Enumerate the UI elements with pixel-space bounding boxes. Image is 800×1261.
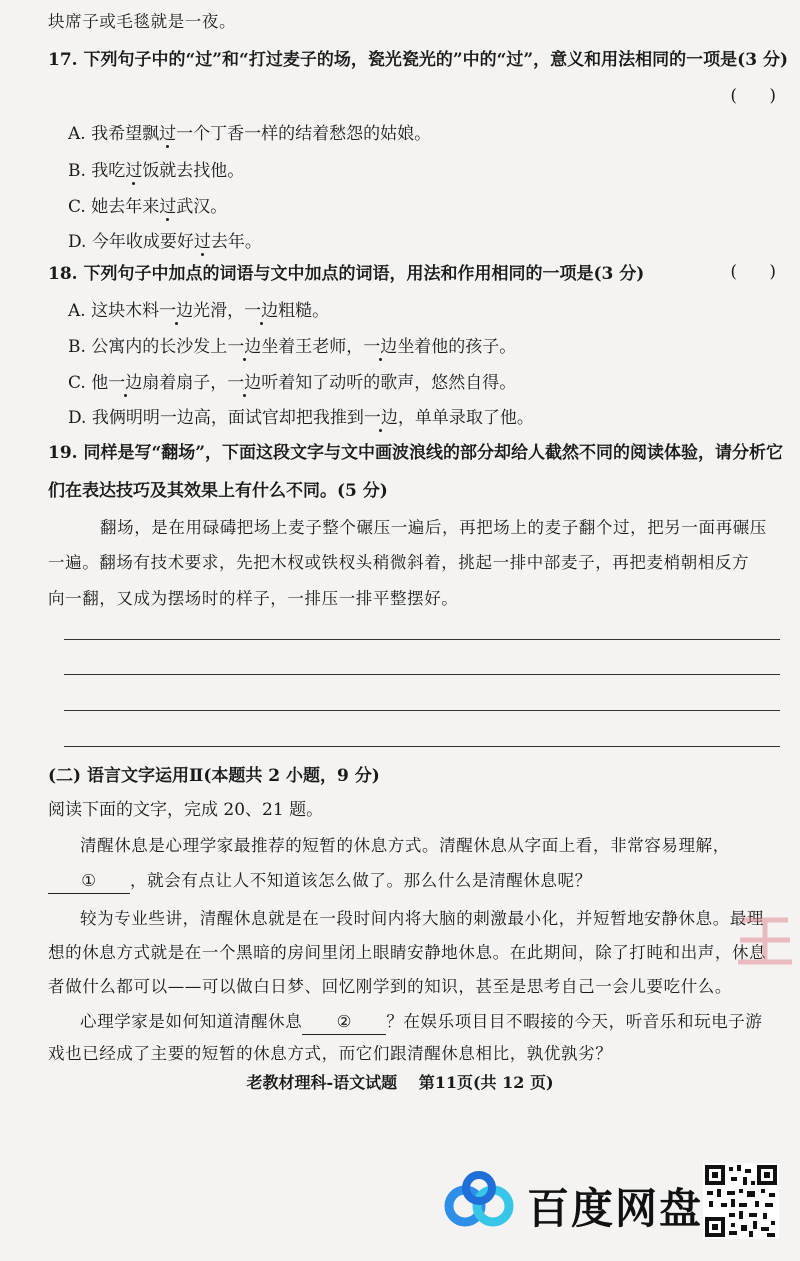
- section2-p2-line2: 想的休息方式就是在一个黑暗的房间里闭上眼睛安静地休息。在此期间，除了打盹和出声，休息: [48, 943, 767, 962]
- option-text: 坐着王老师，: [261, 337, 364, 357]
- answer-line-4[interactable]: [64, 746, 780, 747]
- dotted-word: 一边: [227, 373, 262, 393]
- option-text: D. 今年收成要好: [68, 232, 194, 252]
- q18-option[interactable]: [68, 299, 329, 323]
- dotted-word: 一边: [159, 301, 194, 321]
- option-text: 坐着他的孩子。: [397, 337, 517, 357]
- baidu-netdisk-logo-icon: [443, 1170, 515, 1228]
- section2-p3-pre: 心理学家是如何知道清醒休息: [80, 1012, 303, 1031]
- footer-subject: 老教材理科-语文试题: [246, 1073, 398, 1092]
- q18-answer-paren: ( ): [730, 262, 776, 282]
- baidu-netdisk-brand: 百度网盘: [527, 1184, 704, 1233]
- q19-passage-line3: 向一翻，又成为摆场时的样子，一排压一排平整摆好。: [48, 589, 459, 608]
- option-text: 武汉。: [176, 197, 228, 217]
- section2-p3-line1: [80, 1010, 763, 1035]
- dotted-word: 过: [159, 197, 177, 217]
- section2-p1-line1: 清醒休息是心理学家最推荐的短暂的休息方式。清醒休息从字面上看，非常容易理解，: [80, 836, 730, 855]
- qr-code-icon[interactable]: [703, 1163, 779, 1239]
- option-text: A. 这块木料: [68, 301, 160, 321]
- q17-answer-paren: ( ): [730, 86, 776, 106]
- q18-option[interactable]: [68, 406, 534, 430]
- section2-intro: 阅读下面的文字，完成 20、21 题。: [48, 800, 324, 820]
- option-text: ，单单录取了他。: [397, 408, 534, 428]
- q17-title: 17. 下列句子中的“过”和“打过麦子的场，瓷光瓷光的”中的“过”，意义和用法相同的一项是(3 分): [48, 50, 788, 70]
- option-text: C. 他: [68, 373, 109, 393]
- q18-option[interactable]: [68, 335, 516, 359]
- blank-2[interactable]: ②: [302, 1010, 386, 1035]
- option-text: 听着知了动听的歌声，悠然自得。: [261, 373, 517, 393]
- q18-option[interactable]: [68, 371, 516, 395]
- dotted-word: 过: [125, 161, 143, 181]
- section2-p1-line2-text: ，就会有点让人不知道该怎么做了。那么什么是清醒休息呢？: [130, 871, 592, 890]
- section2-p2-line3: 者做什么都可以——可以做白日梦、回忆刚学到的知识，甚至是思考自己一会儿要吃什么。: [48, 977, 732, 996]
- dotted-word: 一边: [363, 337, 398, 357]
- q18-title: 18. 下列句子中加点的词语与文中加点的词语，用法和作用相同的一项是(3 分): [48, 264, 645, 284]
- top-line: 块席子或毛毯就是一夜。: [48, 12, 237, 31]
- option-text: B. 我吃: [68, 161, 126, 181]
- page-footer: [0, 1070, 800, 1093]
- q19-passage-line2: 一遍。翻场有技术要求，先把木杈或铁杈头稍微斜着，挑起一排中部麦子，再把麦梢朝相反方: [48, 553, 750, 572]
- faint-stamp-mark: [730, 910, 800, 970]
- blank-1[interactable]: ①: [48, 869, 130, 894]
- q19-title-line2: 们在表达技巧及其效果上有什么不同。(5 分): [48, 481, 388, 501]
- dotted-word: 过: [159, 124, 177, 144]
- answer-line-1[interactable]: [64, 639, 780, 640]
- option-text: 一个丁香一样的结着愁怨的姑娘。: [176, 124, 432, 144]
- section2-p3-post: ？在娱乐项目目不暇接的今天，听音乐和玩电子游: [386, 1012, 763, 1031]
- section2-p3-line2: 戏也已经成了主要的短暂的休息方式，而它们跟清醒休息相比，孰优孰劣？: [48, 1044, 613, 1063]
- dotted-word: 过: [193, 232, 211, 252]
- option-text: 去年。: [210, 232, 262, 252]
- option-text: 扇着扇子，: [142, 373, 228, 393]
- section2-p2-line1: 较为专业些讲，清醒休息就是在一段时间内将大脑的刺激最小化，并短暂地安静休息。最理: [80, 909, 764, 928]
- dotted-word: 一边: [227, 337, 262, 357]
- option-text: 粗糙。: [278, 301, 330, 321]
- section2-heading: (二) 语言文字运用Ⅱ(本题共 2 小题，9 分): [48, 766, 380, 786]
- q17-option[interactable]: [68, 230, 262, 254]
- q17-option[interactable]: [68, 159, 244, 183]
- option-text: D. 我俩明明一边高，面试官却把我推到: [68, 408, 364, 428]
- footer-page-number: 第11页(共 12 页): [418, 1073, 554, 1092]
- option-text: A. 我希望飘: [68, 124, 160, 144]
- dotted-word: 一边: [363, 408, 398, 428]
- dotted-word: 一边: [108, 373, 143, 393]
- dotted-word: 一边: [244, 301, 279, 321]
- q19-title-line1: 19. 同样是写“翻场”，下面这段文字与文中画波浪线的部分却给人截然不同的阅读体验，请分析它: [48, 443, 784, 463]
- q19-passage-line1: 翻场，是在用碌碡把场上麦子整个碾压一遍后，再把场上的麦子翻个过，把另一面再碾压: [100, 518, 767, 537]
- option-text: C. 她去年来: [68, 197, 160, 217]
- option-text: 光滑，: [193, 301, 245, 321]
- answer-line-3[interactable]: [64, 710, 780, 711]
- answer-line-2[interactable]: [64, 674, 780, 675]
- option-text: 饭就去找他。: [142, 161, 245, 181]
- option-text: B. 公寓内的长沙发上: [68, 337, 228, 357]
- q17-option[interactable]: [68, 195, 227, 219]
- q17-option[interactable]: [68, 122, 431, 146]
- section2-p1-line2: [48, 869, 592, 894]
